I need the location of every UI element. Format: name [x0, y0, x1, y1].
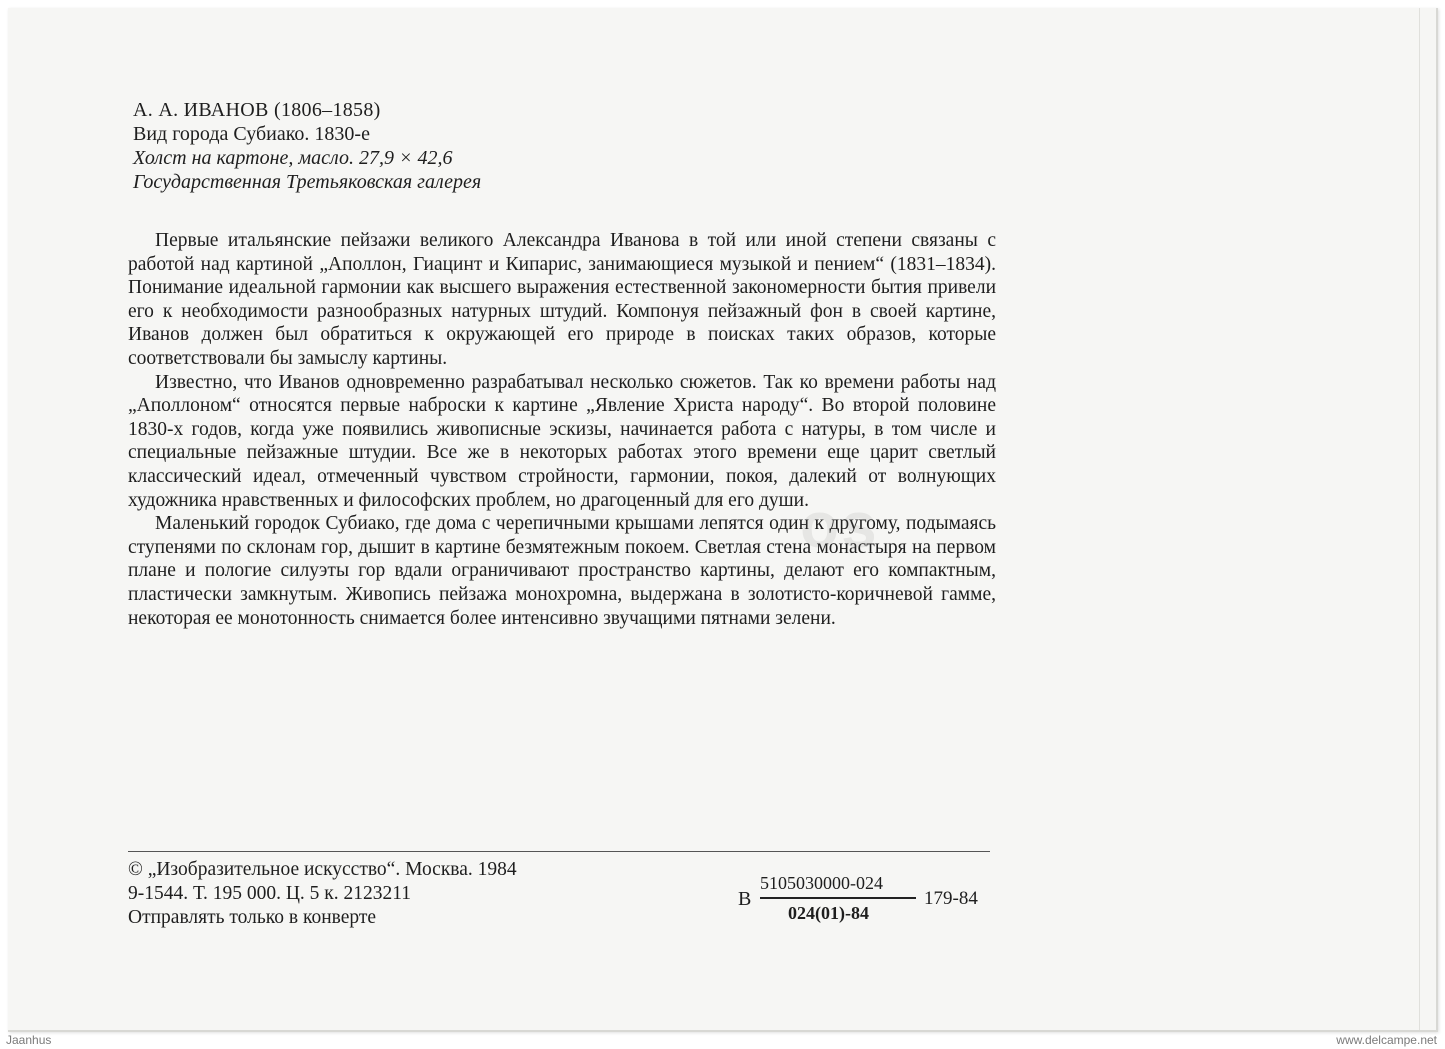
- print-info-line: 9-1544. Т. 195 000. Ц. 5 к. 2123211: [128, 883, 412, 904]
- paragraph: Первые итальянские пейзажи великого Александра Иванова в той или иной степени связаны с работой над картиной „Аполлон, Гиацинт и Кипарис, занимающиеся музыкой и пением“ (1831–1834). Понимание идеальной гармонии как высшего выражения естественной закономерности бытия привели его к необходимости разнообразных натурных штудий. Компонуя пейзажный фон в своей картине, Иванов должен был обратиться к окружающей его природе в поисках таких образов, которые соответствовали бы замыслу картины.: [128, 230, 996, 369]
- code-suffix: 179-84: [924, 888, 978, 909]
- publication-code: [738, 873, 998, 933]
- code-fraction-line: [760, 897, 916, 899]
- publisher-info: [128, 858, 517, 930]
- credit-right: www.delcampe.net: [1336, 1033, 1437, 1047]
- artwork-caption: [133, 98, 481, 194]
- paragraph: Известно, что Иванов одновременно разрабатывал несколько сюжетов. Так ко времени работы над „Аполлоном“ относятся первые наброски к картине „Явление Христа народу“. Во второй половине 1830-х годов, когда уже появились живописные эскизы, начинается работа с натуры, в том числе и специальные пейзажные штудии. Все же в некоторых работах этого времени еще царит светлый классический идеал, отмеченный чувством стройности, гармонии, покоя, далекий от волнующих художника нравственных и философских проблем, но драгоценный для его души.: [128, 371, 996, 511]
- mail-note-line: Отправлять только в конверте: [128, 907, 377, 928]
- description-text: [128, 229, 996, 630]
- paragraph: Маленький городок Субиако, где дома с черепичными крышами лепятся один к другому, подымаясь ступенями по склонам гор, дышит в картине безмятежным покоем. Светлая стена монастыря на первом плане и пологие силуэты гор вдали ограничивают пространство картины, делают его компактным, пластически замкнутым. Живопись пейзажа монохромна, выдержана в золотисто-коричневой гамме, некоторая ее монотонность снимается более интенсивно звучащими пятнами зелени.: [128, 513, 996, 629]
- code-numerator: 5105030000-024: [760, 873, 883, 893]
- artwork-title: Вид города Субиако. 1830-е: [133, 123, 370, 145]
- copyright-line: © „Изобразительное искусство“. Москва. 1984: [128, 859, 517, 880]
- artwork-medium: Холст на картоне, масло. 27,9 × 42,6: [133, 147, 453, 169]
- credit-left: Jaanhus: [6, 1033, 52, 1047]
- code-prefix: В: [738, 888, 752, 910]
- artwork-gallery: Государственная Третьяковская галерея: [133, 171, 482, 193]
- footer-divider: [128, 851, 990, 852]
- code-denominator: 024(01)-84: [788, 903, 869, 923]
- watermark: os: [800, 489, 879, 561]
- artist-name: А. А. ИВАНОВ (1806–1858): [133, 99, 381, 121]
